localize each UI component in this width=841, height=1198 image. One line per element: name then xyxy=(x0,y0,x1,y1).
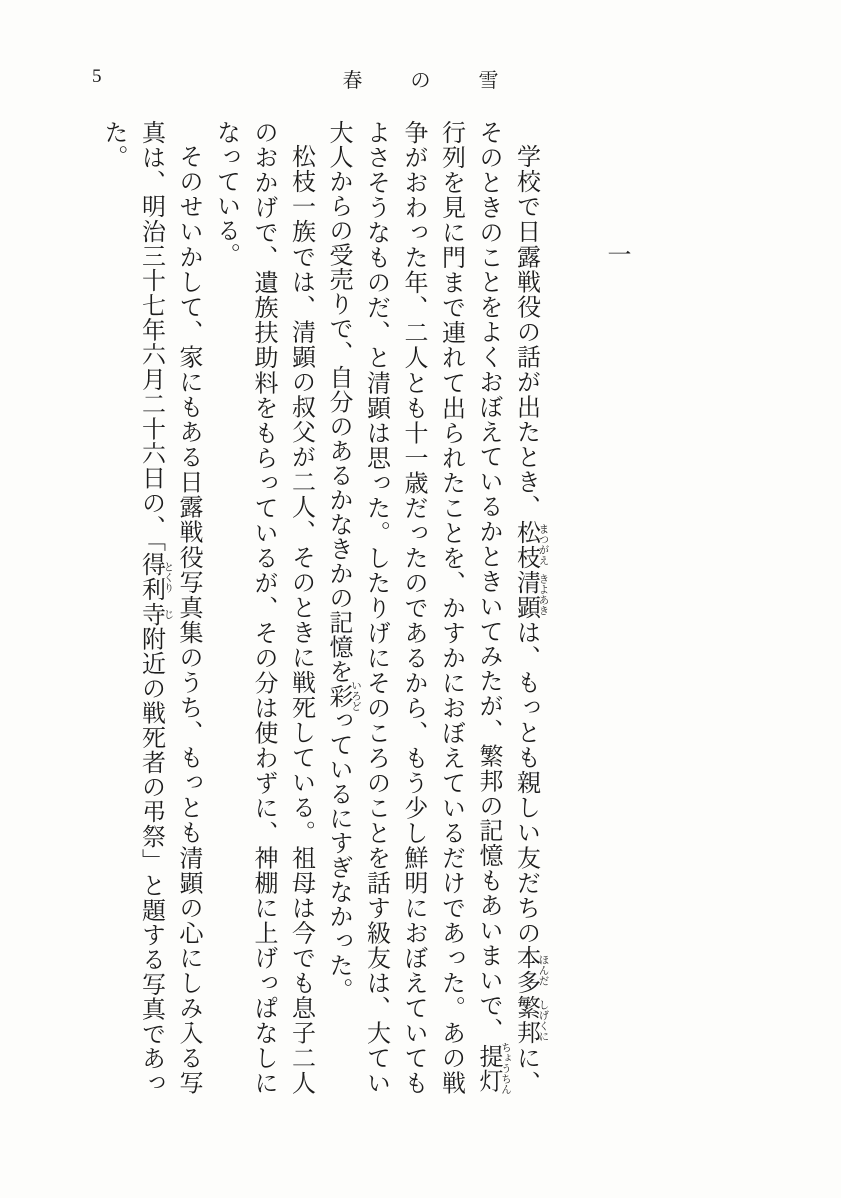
running-title-char: 春 xyxy=(342,70,363,92)
ruby-annotated-word: 本多 ほんだ xyxy=(512,945,549,996)
running-title-char: 雪 xyxy=(478,70,499,92)
paragraph: 松枝一族では、清顕の叔父が二人、そのときに戦死している。祖母は今でも息子二人のおかげで、遺族扶助料をもらっているが、その分は使わずに、神棚に上げっぱなしになっている。 xyxy=(212,120,314,1095)
ruby-annotated-word: 松枝 まつがえ xyxy=(512,519,549,570)
ruby-annotated-word: 得利 とくり xyxy=(137,552,174,602)
furigana: ちょうちん xyxy=(500,1041,511,1095)
running-head xyxy=(0,0,841,100)
paragraph: そのせいかして、家にもある日露戦役写真集のうち、もっとも清顕の心にしみ入る写真は、明治三十七年六月二十六日の、「得利 とくり寺 じ附近の戦死者の弔祭」と題する写真であった。 xyxy=(100,120,201,1096)
vertical-text-block xyxy=(94,120,635,1095)
furigana: ほんだ xyxy=(537,945,549,995)
paragraph: 学校で日露戦役の話が出たとき、松枝 まつがえ清顕 きよあきは、もっとも親しい友だちの本多 ほんだ繁邦 しげくにに、そのときのことをよくおぼえているかときいてみたが、繁邦の記憶もあいまいで、提灯 ちょうちん行列を見に門まで連れて出られたことを、かすかにおぼえているだけであった。あの戦争がおわった年、二人とも十一歳だったのであるから、もう少し鮮明におぼえていてもよさそうなものだ、と清顕は思った。したりげにそのころのことを話す級友は、大てい大人からの受売りで、自分のあるかなきかの記憶を彩 いろどっているにすぎなかった。 xyxy=(325,120,549,1096)
furigana: しげくに xyxy=(537,995,549,1045)
page-number: 5 xyxy=(92,66,102,87)
furigana: いろど xyxy=(350,680,361,712)
furigana: きよあき xyxy=(537,569,549,620)
furigana: まつがえ xyxy=(537,519,549,570)
running-title-char: の xyxy=(410,70,431,92)
furigana: とくり xyxy=(162,552,174,602)
ruby-annotated-word: 清顕 きよあき xyxy=(512,569,549,620)
ruby-annotated-word: 寺 じ xyxy=(137,601,174,627)
text-body xyxy=(94,120,549,1095)
chapter-number: 一 xyxy=(603,242,629,267)
ruby-annotated-word: 繁邦 しげくに xyxy=(512,995,549,1046)
furigana: じ xyxy=(162,601,174,627)
ruby-annotated-word: 彩 いろど xyxy=(325,680,361,712)
ruby-annotated-word: 提灯 ちょうちん xyxy=(475,1041,511,1095)
running-title xyxy=(0,64,841,93)
